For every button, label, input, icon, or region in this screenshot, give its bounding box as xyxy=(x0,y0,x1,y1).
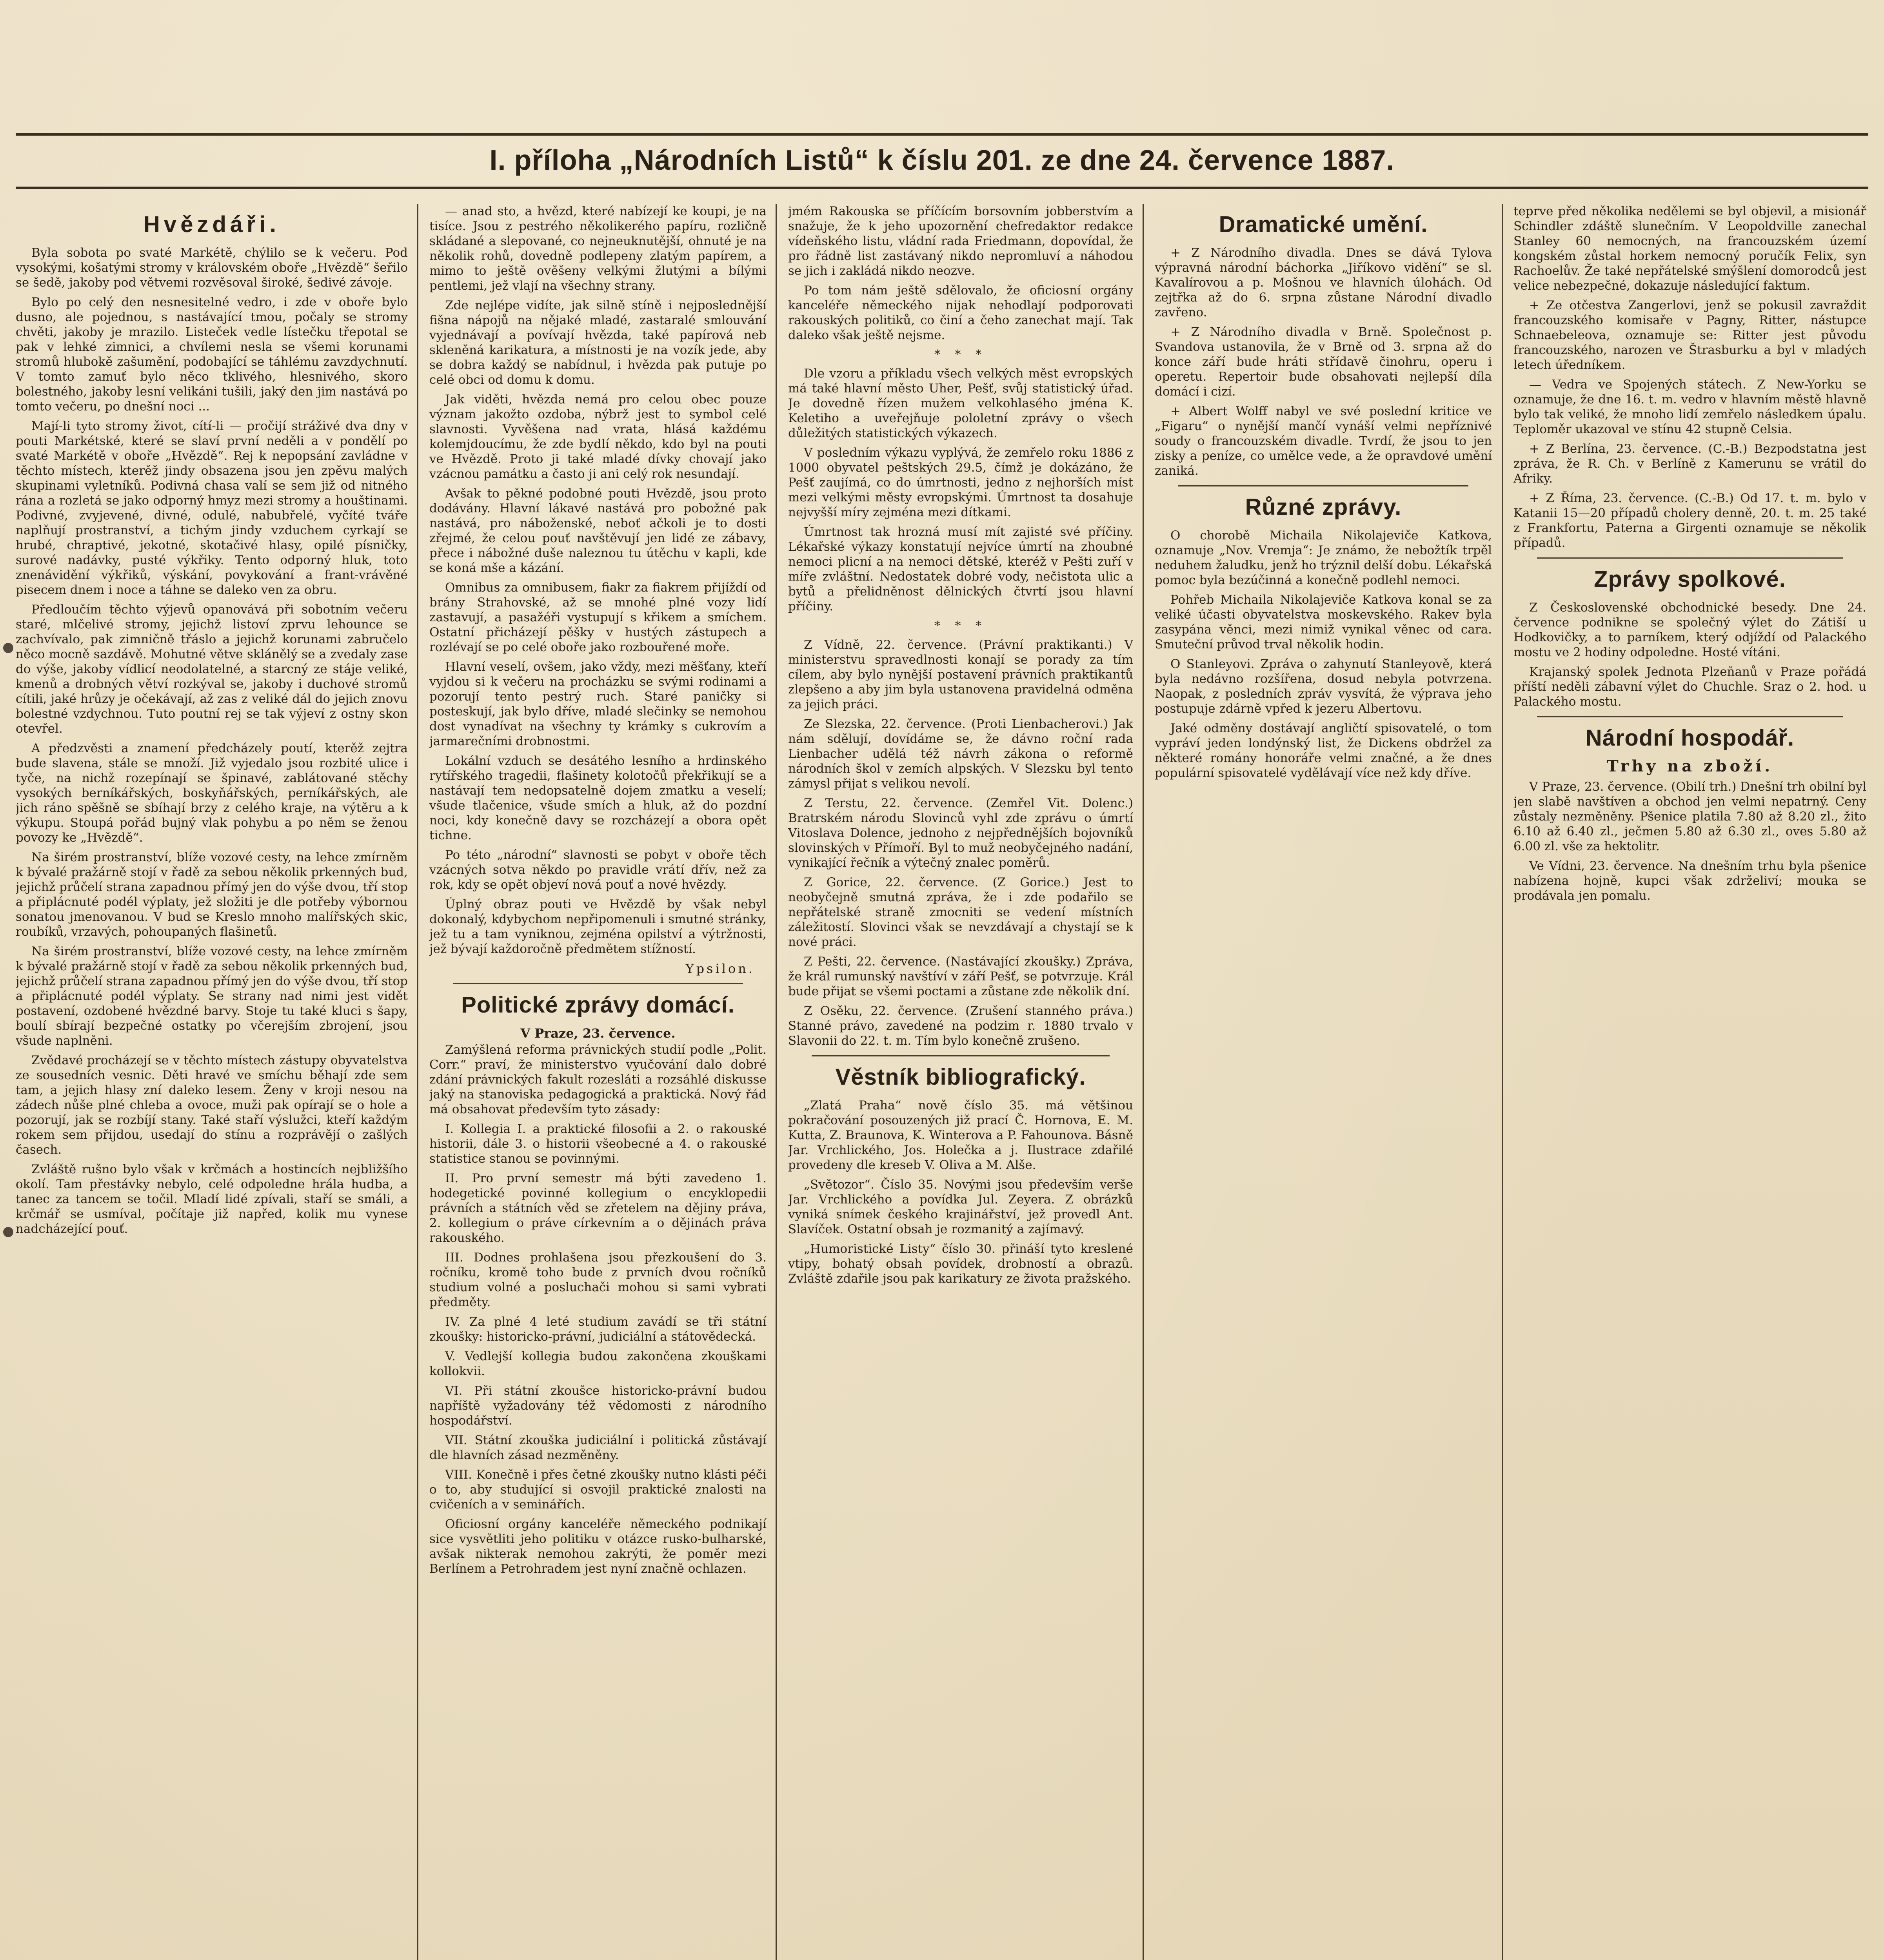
paragraph: „Humoristické Listy“ číslo 30. přináší tyto kreslené vtipy, bohatý obsah povídek, drobností a obrazů. Zvláště zdařile jsou pak karikatury ze života pražského. xyxy=(788,1242,1133,1286)
societies-section-title: Zprávy spolkové. xyxy=(1594,566,1786,592)
column-1 xyxy=(16,204,408,1960)
paragraph: VIII. Konečně i přes četné zkoušky nutno klásti péči o to, aby studující si osvojil praktické znalosti na cvičeních a v seminářích. xyxy=(429,1468,767,1512)
section-divider xyxy=(1178,485,1468,486)
paragraph: Úmrtnost tak hrozná musí mít zajisté své příčiny. Lékařské výkazy konstatují nejvíce úmrtí na zhoubné nemoci plicní a na nemoci dětské, kteréž v Pešti zuří v míře zvláštní. Nedostatek dobré vody, nečistota ulic a bytů a přelidněnost dělnických čtvrtí jsou hlavní příčiny. xyxy=(788,525,1133,613)
paragraph: Dle vzoru a příkladu všech velkých měst evropských má také hlavní město Uher, Pešť, svůj statistický úřad. Je dovedně řízen mužem velkohlasého jména K. Keletiho a uveřejňuje pololetní zprávy o všech důležitých statistických výkazech. xyxy=(788,367,1133,440)
paragraph: Hlavní veselí, ovšem, jako vždy, mezi měšťany, kteří vyjdou si k večeru na procházku se svými rodinami a pozorují tento pestrý ruch. Staré paničky si posteskují, jak bylo dříve, mladé slečinky se nemohou dost vynadívat na všechny ty krámky s cukrovím a jarmarečními drobnostmi. xyxy=(429,660,767,748)
paragraph: + Albert Wolff nabyl ve své poslední kritice ve „Figaru“ o nynější mančí vynáší velmi nepříznivé soudy o francouzském divadle. Tvrdí, že jsou to jen zisky a peníze, co umělce vede, a že opravdové umění zaniká. xyxy=(1155,404,1492,478)
paragraph: Byla sobota po svaté Markétě, chýlilo se k večeru. Pod vysokými, košatými stromy v královském oboře „Hvězdě“ šeřilo se šedě, jakoby pod větvemi rozvěsoval široké, šedivé závoje. xyxy=(16,246,408,290)
paragraph: Po této „národní“ slavnosti se pobyt v oboře těch vzácných sotva někdo po pravidle vrátí dřív, než za rok, kdy se opět objeví nová pouť a nové hvězdy. xyxy=(429,848,767,892)
paragraph: Zamýšlená reforma právnických studií podle „Polit. Corr.“ praví, že ministerstvo vyučování dalo dobré zdání právnických fakult rozesláti a rozsáhlé diskusse jaký na stanoviska pedagogická a praktická. Nový řád má obsahovat především tyto zásady: xyxy=(429,1043,767,1116)
paragraph: Jak viděti, hvězda nemá pro celou obec pouze význam jakožto ozdoba, nýbrž jest to symbol celé slavnosti. Vyvěšena nad vrata, hlásá každému kolemjdoucímu, že zde bydlí někdo, kdo byl na pouti ve Hvězdě. Proto ji také mladé dívky chovají jako vzácnou památku a často ji ani celý rok nesundají. xyxy=(429,392,767,481)
paragraph: Úplný obraz pouti ve Hvězdě by však nebyl dokonalý, kdybychom nepřipomenuli i smutné stránky, jež tu a tam vyniknou, zejména opilství a výtržnosti, jež bývají každoročně předmětem stížností. xyxy=(429,897,767,956)
paragraph: Na širém prostranství, blíže vozové cesty, na lehce zmírněm k bývalé pražárně stojí v řadě za sebou několik prkenných bud, jejichž průčelí strana zapadnou přímý jen do výše dvou, tří stop a připlácnuté podél výplaty, jež složiti je dle potřeby výbornou sonatou jmenovanou. V bud se Kreslo mnoho malířských skic, roubíků, vrzavých, pohoupaných flašinetů. xyxy=(16,850,408,939)
paragraph: Z Osěku, 22. července. (Zrušení stanného práva.) Stanné právo, zavedené na podzim r. 1880 trvalo v Slavonii do 22. t. m. Tím bylo konečně zrušeno. xyxy=(788,1004,1133,1048)
column-4 xyxy=(1155,204,1492,1960)
binding-hole xyxy=(3,643,13,653)
bibliography-section-title: Věstník bibliografický. xyxy=(835,1064,1086,1090)
separator-stars: * * * xyxy=(934,619,987,633)
separator-stars: * * * xyxy=(934,348,987,361)
column-rule xyxy=(417,204,418,1960)
column-3 xyxy=(788,204,1133,1960)
economy-subtitle: Trhy na zboží. xyxy=(1606,757,1773,775)
author-signature: Ypsilon. xyxy=(685,961,755,976)
paragraph: Zvláště rušno bylo však v krčmách a hostincích nejbližšího okolí. Tam přestávky nebylo, celé odpoledne hrála hudba, a tanec za tancem se točil. Mladí lidé zpívali, staří se smáli, a krčmář se usmíval, počítaje již napřed, kolik mu vynese nadcházející pouť. xyxy=(16,1162,408,1236)
paragraph: + Z Říma, 23. července. (C.-B.) Od 17. t. m. bylo v Katanii 15—20 případů cholery denně, 20. t. m. 25 také z Frankfortu, Paterna a Girgenti oznamuje se několik případů. xyxy=(1513,491,1866,550)
paragraph: Z Pešti, 22. července. (Nastávající zkoušky.) Zpráva, že král rumunský navštíví v září Pešť, se potvrzuje. Král bude přijat se všemi poctami a zůstane zde několik dní. xyxy=(788,955,1133,998)
paragraph: I. Kollegia I. a praktické filosofii a 2. o rakouské historii, dále 3. o historii všeobecné a 4. o rakouské statistice stanou se povinnými. xyxy=(429,1122,767,1166)
column-rule xyxy=(776,204,777,1960)
paragraph: Omnibus za omnibusem, fiakr za fiakrem přijíždí od brány Strahovské, až se mnohé plné vozy lidí zastavují, a pasažéři vystupují s křikem a smíchem. Ostatní přicházejí pěšky v hustých zástupech a rozlévají se po celé oboře jako rozbouřené moře. xyxy=(429,581,767,654)
paragraph: „Světozor“. Číslo 35. Novými jsou především verše Jar. Vrchlického a povídka Jul. Zeyera. Z obrázků vyniká snímek českého krajinářství, jež provedl Ant. Slavíček. Ostatní obsah je rozmanitý a zajímavý. xyxy=(788,1178,1133,1236)
paragraph: Zde nejlépe vidíte, jak silně stíně i nejposlednější fišna nápojů na nějaké mladé, zastaralé smlouvání vyjednávají a povívají hvězda, také papírová neb skleněná karikatura, a místnosti je na vozík jede, aby se dobra každý se nabídnul, i hvězda pak putuje po celé obci od domu k domu. xyxy=(429,298,767,387)
paragraph: Předloučím těchto výjevů opanovává při sobotním večeru staré, mlčelivé stromy, jejichž listoví zprvu lehounce se zachvívalo, pak zimničně třáslo a jejichž korunami zabručelo něco mocně sazdávě. Mohutné větve sklánělý se a zvedaly zase do výše, jakoby vídlicí neodolatelné, a starcný ze stáje veliké, kmenů a drobných větví rozkýval se, jakoby i duchové stromů cítili, jaké hrůzy je očekávají, až zas z veliké dál do jejich znovu bolestné vzdychnou. Tuto poutní rej se tak výjeví z ostny skon otevřel. xyxy=(16,603,408,736)
paragraph: A předzvěsti a znamení předcházely poutí, kterěž zejtra bude slavena, stále se množí. Již vyjedalo jsou rozbité ulice i tyče, na nichž rozepínají se špinavé, zablátované stěchy vysokých berníkářských, boskyňářských, perníkářských, ale jich ráno spěšně se sbíhají brzy z celého kraje, na výtěru a k výkupu. Stoupá pořád bujný vlak pohybu a po něm se ženou povozy ke „Hvězdě“. xyxy=(16,741,408,845)
masthead-title: I. příloha „Národních Listů“ k číslu 201. ze dne 24. července 1887. xyxy=(489,145,1395,176)
paragraph: + Ze otčestva Zangerlovi, jenž se pokusil zavraždit francouzského komisaře v Pagny, Ritter, nástupce Schnaebeleova, oznamuje se: Ritter jest původu francouzského, narozen ve Štrasburku a byl v mladých letech úředníkem. xyxy=(1513,298,1866,372)
paragraph: O Stanleyovi. Zpráva o zahynutí Stanleyově, která byla nedávno rozšířena, dosud nebyla potvrzena. Naopak, z posledních zpráv vysvítá, že výprava jeho postupuje zdárně vpřed k jezeru Albertovu. xyxy=(1155,657,1492,716)
paragraph: Na širém prostranství, blíže vozové cesty, na lehce zmírněm k bývalé pražárně stojí v řadě za sebou několik prkenných bud, jejichž průčelí strana zapadnou přímý jen do výše dvou, tří stop a připlácnuté podél výplaty. Se strany nad nimi jest vidět postavení, ozdobené hvězdné barvy. Stoje tu také kluci s šapy, boulí sbírají bezpečné ostatky po včerejším zbrojení, jsou všude naplněni. xyxy=(16,944,408,1048)
paragraph: IV. Za plné 4 leté studium zavádí se tři státní zkoušky: historicko-právní, judiciální a státovědecká. xyxy=(429,1315,767,1344)
masthead xyxy=(16,133,1868,189)
paragraph: teprve před několika nedělemi se byl objevil, a misionář Schindler zdáště slunečním. V Leopoldville zanechal Stanley 60 nemocných, na francouzském území kongském zůstal horkem nemocný poručík Felix, syn Rachoelův. Že také nepřátelské smýšlení domorodců jest velice nebezpečné, dokazuje následující faktum. xyxy=(1513,204,1866,293)
paragraph: Mají-li tyto stromy život, cítí-li — pročijí stráživé dva dny v pouti Markétské, které se slaví první neděli a v pondělí po svaté Markétě v oboře „Hvězdě“. Rej k nepopsání zavládne v těchto místech, kterěž jindy obsazena jsou jen zpěvu malých skupinami vyletníků. Podivná chasa valí se sem již od nitného rána a rozletá se jako odporný hmyz mezi stromy a houštinami. Podivné, zvyjevené, divné, odulé, nabubřelé, vyčíté tváře naplňují prostranství, a tichým jindy vzduchem cyrkají se hrubé, chraptivé, jekotné, skotačivé hlasy, opilé písničky, surové nadávky, pusté výkřiky. Tento odporný hluk, toto znenávidění výkřiků, výskání, povykování a frant-vrávěné pisecem dnem i noce a táhne se daleko ven za obru. xyxy=(16,419,408,597)
paragraph: Po tom nám ještě sdělovalo, že oficiosní orgány kanceléře německého nijak nehodlají podporovati rakouských politiků, co činí a čeho zanechat mají. Tak daleko však ještě nejsme. xyxy=(788,283,1133,342)
misc-section-title: Různé zprávy. xyxy=(1245,494,1402,520)
section-divider xyxy=(1537,716,1843,717)
paragraph: + Z Národního divadla. Dnes se dává Tylova výpravná národní báchorka „Jiříkovo vidění“ se sl. Kavalírovou a p. Mošnou ve hlavních úlohách. Od zejtřka až do 6. srpna zůstane Národní divadlo zavřeno. xyxy=(1155,246,1492,319)
paragraph: + Z Národního divadla v Brně. Společnost p. Svandova ustanovila, že v Brně od 3. srpna až do konce září bude hráti střídavě činohru, operu i operetu. Repertoir bude obsahovati nejlepší díla domácí i cizí. xyxy=(1155,325,1492,399)
paragraph: Avšak to pěkné podobné pouti Hvězdě, jsou proto dodávány. Hlavní lákavé nastává pro pobožné pak nastává, pro náboženské, neboť ačkoli je to dosti zřejmé, že celou pouť navštěvují jen lidé ze zábavy, přece i nábožné duše naleznou tu útěchu v kapli, kde se koná mše a kázání. xyxy=(429,486,767,575)
paragraph: — anad sto, a hvězd, které nabízejí ke koupi, je na tisíce. Jsou z pestrého několikerého papíru, rozličně skládané a slepované, co nejneuknutější, ohnuté je na několik rohů, dovedně podlepeny zlatým papírem, a mimo to ještě ověšeny velkými žlutými a bílými pentlemi, jež vlají na všechny strany. xyxy=(429,204,767,293)
paragraph: Z Vídně, 22. července. (Právní praktikanti.) V ministerstvu spravedlnosti konají se porady za tím cílem, aby bylo nynější postavení právních praktikantů zlepšeno a aby jim byla ustanovena pravidelná odměna za jejich práci. xyxy=(788,638,1133,711)
paragraph: V Praze, 23. července. (Obilí trh.) Dnešní trh obilní byl jen slabě navštíven a obchod jen velmi nepatrný. Ceny zůstaly nezměněny. Pšenice platila 7.80 až 8.20 zl., žito 6.10 až 6.40 zl., ječmen 5.80 až 6.30 zl., oves 5.80 až 6.00 zl. vše za hektolitr. xyxy=(1513,780,1866,853)
section-divider xyxy=(453,983,743,984)
paragraph: Jaké odměny dostávají angličtí spisovatelé, o tom vypráví jeden londýnský list, že Dickens obdržel za některé romány honoráře velmi značné, a že dnes populární spisovatelé vydělávají více než kdy dříve. xyxy=(1155,721,1492,780)
paragraph: V posledním výkazu vyplývá, že zemřelo roku 1886 z 1000 obyvatel peštských 29.5, čímž je dokázáno, že Pešť zaujímá, co do úmrtnosti, jedno z nejhorších míst mezi velkými městy evropskými. Úmrtnost ta dosahuje nejvyšší míry zejména mezi dítkami. xyxy=(788,446,1133,519)
drama-section-title: Dramatické umění. xyxy=(1219,212,1428,237)
section-divider xyxy=(812,1055,1110,1056)
paragraph: Pohřeb Michaila Nikolajeviče Katkova konal se za veliké účasti obyvatelstva moskevského. Rakev byla zasypána věnci, mezi nimiž vynikal věnec od cara. Smuteční průvod trval několik hodin. xyxy=(1155,593,1492,652)
paragraph: II. Pro první semestr má býti zavedeno 1. hodegetické povinné kollegium o encyklopedii právních a státních věd se zřetelem na dějiny práva, 2. kollegium o práve církevním a o dějinách práva rakouského. xyxy=(429,1171,767,1245)
section-divider xyxy=(1537,557,1843,559)
paragraph: Z Gorice, 22. července. (Z Gorice.) Jest to neobyčejně smutná zpráva, že i zde podařilo se nepřátelské straně zmocniti se vedení místních záležitostí. Slovinci však se nevzdávají a chystají se k nové práci. xyxy=(788,875,1133,949)
paragraph: III. Dodnes prohlašena jsou přezkoušení do 3. ročníku, kromě toho bude z prvních dvou ročníků studium volné a posluchači mohou si sami vybrati předměty. xyxy=(429,1250,767,1309)
paragraph: Z Československé obchodnické besedy. Dne 24. července podnikne se společný výlet do Zátiší u Hodkovičky, a to parníkem, který odjíždí od Palackého mostu ve 2 hodiny odpoledne. Hosté vítáni. xyxy=(1513,601,1866,659)
paragraph: — Vedra ve Spojených státech. Z New-Yorku se oznamuje, že dne 16. t. m. vedro v hlavním městě hlavně bylo tak veliké, že mnoho lidí zemřelo následkem úpalu. Teploměr ukazoval ve stínu 42 stupně Celsia. xyxy=(1513,377,1866,436)
column-5 xyxy=(1513,204,1866,1960)
paragraph: jmém Rakouska se příčícím borsovním jobberstvím a snažuje, že k jeho upozornění chefredaktor redakce vídeňského listu, vládní rada Friedmann, dopovídal, že pro řádně list zastávaný nikdo nepromluví a náhodou se jich i zakládá nikdo neozve. xyxy=(788,204,1133,278)
binding-hole xyxy=(3,1227,13,1237)
paragraph: Oficiosní orgány kanceléře německého podnikají sice vysvětliti jeho politiku v otázce rusko-bulharské, avšak nikterak nemohou zakrýti, že poměr mezi Berlínem a Petrohradem jest nyní značně ochlazen. xyxy=(429,1517,767,1576)
paragraph: VI. Při státní zkoušce historicko-právní budou napříště vyžadovány též vědomosti z národního hospodářství. xyxy=(429,1384,767,1428)
paragraph: Ze Slezska, 22. července. (Proti Lienbacherovi.) Jak nám sdělují, dovídáme se, že dávno roční rada Lienbacher udělá též návrh zákona o reformě národních škol v zemích alpských. V Slezsku byl tento zámysl přijat s velikou nevolí. xyxy=(788,717,1133,791)
economy-section-title: Národní hospodář. xyxy=(1585,725,1795,751)
paragraph: Ve Vídni, 23. července. Na dnešním trhu byla pšenice nabízena hojně, kupci však zdrželiví; mouka se prodávala jen pomalu. xyxy=(1513,859,1866,903)
politics-dateline: V Praze, 23. července. xyxy=(520,1026,676,1041)
paragraph: „Zlatá Praha“ nově číslo 35. má většinou pokračování posouzených již prací Č. Hornova, E. M. Kutta, Z. Braunova, K. Winterova a P. Fahounova. Básně Jar. Vrchlického, Jos. Holečka a j. Ilustrace zdařilé provedeny dle kreseb V. Oliva a M. Alše. xyxy=(788,1098,1133,1172)
column-rule xyxy=(1143,204,1144,1960)
paragraph: Lokální vzduch se desátého lesního a hrdinského rytířského tragedii, flašinety kolotočů překřikují se a nastávají tem nedopsatelně dojem zmatku a veselí; všude tlačenice, všude smích a hluk, až do pozdní noci, kdy konečně davy se rozcházejí a obora opět tichne. xyxy=(429,754,767,842)
paragraph: Krajanský spolek Jednota Plzeňanů v Praze pořádá příští neděli zábavní výlet do Chuchle. Sraz o 2. hod. u Palackého mostu. xyxy=(1513,665,1866,709)
paragraph: VII. Státní zkouška judiciální i politická zůstávají dle hlavních zásad nezměněny. xyxy=(429,1433,767,1462)
column-2 xyxy=(429,204,767,1960)
paragraph: Z Terstu, 22. července. (Zemřel Vit. Dolenc.) Bratrském národu Slovinců vyhl zde zprávu o úmrtí Vitoslava Dolence, jednoho z nejpřednějších bojovníků slovinských v Přímoří. Byl to muž neobyčejného nadání, vynikající řečník a výtečný znalec poměrů. xyxy=(788,796,1133,870)
feuilleton-title: Hvězdáři. xyxy=(144,212,280,237)
paragraph: Zvědavé procházejí se v těchto místech zástupy obyvatelstva ze sousedních vesnic. Děti hravé ve smíchu běhají zde sem tam, a jejich hlasy zní daleko lesem. Ženy v kroji nesou na zádech nůše plné chleba a ovoce, muži pak opírají se o hole a pozorují, jak se rozbíjí stany. Také staří výslužci, kteří každým rokem sem přijdou, usedají do stínu a rozprávějí o zašlých časech. xyxy=(16,1053,408,1157)
politics-section-title: Politické zprávy domácí. xyxy=(461,992,735,1018)
column-rule xyxy=(1502,204,1503,1960)
paragraph: Bylo po celý den nesnesitelné vedro, i zde v oboře bylo dusno, ale pojednou, s nastávající tmou, počaly se stromy chvěti, jakoby je mrazilo. Listeček vedle lístečku třepotal se pak v lehké zimnici, a chvílemi nesla se všemi korunami stromů hlubokě zašumění, podobající se táhlému zavzdychnutí. V tomto zamuť bylo něco tklivého, hlesnivého, skoro bolestného, jakoby lesní velikáni tušili, jaký den jim nastává po tomto večeru, po dnešní noci ... xyxy=(16,295,408,414)
paragraph: V. Vedlejší kollegia budou zakončena zkouškami kollokvii. xyxy=(429,1349,767,1378)
paragraph: O chorobě Michaila Nikolajeviče Katkova, oznamuje „Nov. Vremja“: Je známo, že nebožtík trpěl neduhem žaludku, jenž ho trýznil delší dobu. Lékařská pomoc byla bezúčinná a konečně podlehl nemoci. xyxy=(1155,528,1492,587)
paragraph: + Z Berlína, 23. července. (C.-B.) Bezpodstatna jest zpráva, že R. Ch. v Berlíně z Kamerunu se vrátil do Afriky. xyxy=(1513,442,1866,486)
